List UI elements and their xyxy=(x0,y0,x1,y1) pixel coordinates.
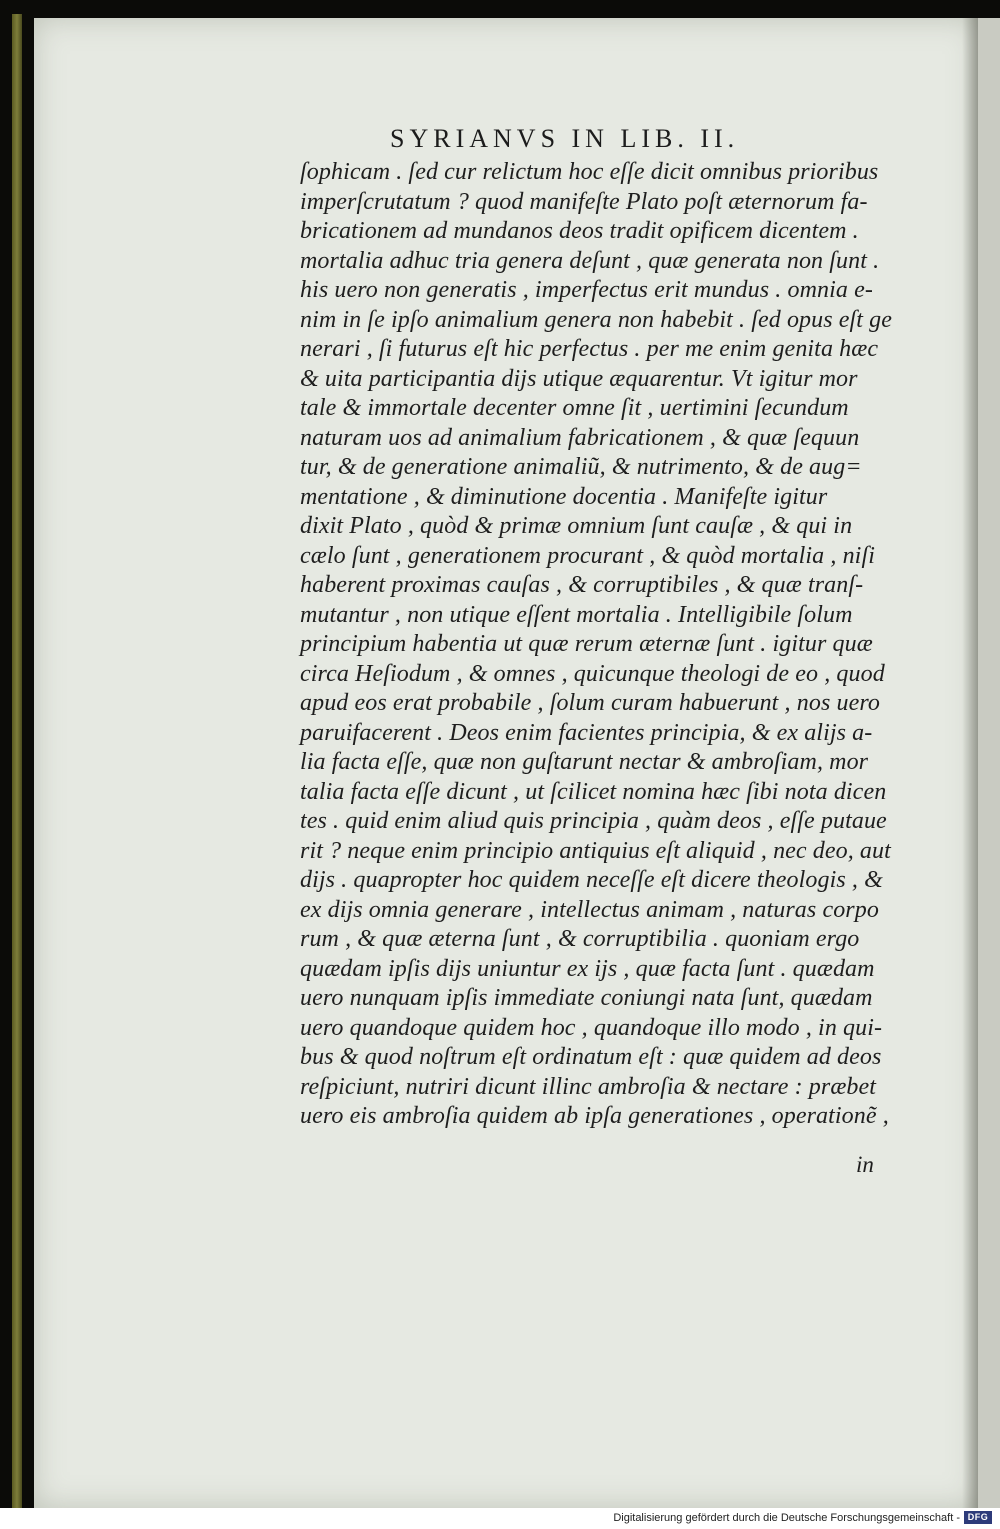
text-line: haberent proximas cauſas , & corruptibiles , & quæ tranſ- xyxy=(300,572,864,598)
text-line: naturam uos ad animalium fabricationem , & quæ ſequun xyxy=(300,424,860,451)
catchword: in xyxy=(856,1152,874,1177)
text-line: ex dijs omnia generare , intellectus animam , naturas corpo xyxy=(300,896,879,923)
text-line: rit ? neque enim principio antiquius eſt aliquid , nec deo, aut xyxy=(300,837,891,864)
text-line: lia facta eſſe, quæ non guſtarunt nectar & ambroſiam, mor xyxy=(300,749,869,775)
text-line: bus & quod noſtrum eſt ordinatum eſt : quæ quidem ad deos xyxy=(300,1044,882,1070)
text-line: tale & immortale decenter omne ſit , uertimini ſecundum xyxy=(300,395,849,421)
text-line: principium habentia ut quæ rerum æternæ ſunt . igitur quæ xyxy=(300,631,873,657)
text-line: imperſcrutatum ? quod manifeſte Plato poſt æternorum fa- xyxy=(300,188,868,215)
text-line: bricationem ad mundanos deos tradit opificem dicentem . xyxy=(300,218,859,244)
body-text xyxy=(300,158,900,1132)
text-line: reſpiciunt, nutriri dicunt illinc ambroſia & nectare : præbet xyxy=(300,1073,877,1100)
adjacent-leaf-edge xyxy=(978,18,1000,1508)
page-edge-shadow xyxy=(962,18,978,1508)
text-line: dixit Plato , quòd & primæ omnium ſunt cauſæ , & qui in xyxy=(300,513,853,539)
running-head: SYRIANVS IN LIB. II. xyxy=(390,124,740,153)
binding-strip xyxy=(12,14,22,1508)
text-line: & uita participantia dijs utique æquarentur. Vt igitur mor xyxy=(300,365,858,392)
text-line: cælo ſunt , generationem procurant , & quòd mortalia , niſi xyxy=(300,542,875,569)
text-line: paruifacerent . Deos enim facientes principia, & ex alijs a- xyxy=(300,719,873,746)
text-line: circa Heſiodum , & omnes , quicunque theologi de eo , quod xyxy=(300,660,885,687)
text-line: mutantur , non utique eſſent mortalia . Intelligibile ſolum xyxy=(300,601,853,628)
text-line: dijs . quapropter hoc quidem neceſſe eſt dicere theologis , & xyxy=(300,867,883,893)
footer-credit: Digitalisierung gefördert durch die Deutsche Forschungsgemeinschaft - xyxy=(613,1512,960,1524)
dfg-logo[interactable]: DFG xyxy=(964,1511,992,1524)
text-line: tes . quid enim aliud quis principia , quàm deos , eſſe putaue xyxy=(300,808,887,834)
text-line: nerari , ſi futurus eſt hic perfectus . per me enim genita hæc xyxy=(300,336,879,362)
text-line: quædam ipſis dijs uniuntur ex ijs , quæ facta ſunt . quædam xyxy=(300,955,875,982)
text-line: uero eis ambroſia quidem ab ipſa generationes , operationẽ , xyxy=(300,1103,889,1129)
text-line: rum , & quæ æterna ſunt , & corruptibilia . quoniam ergo xyxy=(300,926,860,952)
text-line: mentatione , & diminutione docentia . Manifeſte igitur xyxy=(300,483,828,510)
text-line: his uero non generatis , imperfectus erit mundus . omnia e- xyxy=(300,277,873,303)
text-line: apud eos erat probabile , ſolum curam habuerunt , nos uero xyxy=(300,690,880,716)
text-line: nim in ſe ipſo animalium genera non habebit . ſed opus eſt ge xyxy=(300,306,893,333)
text-line: uero nunquam ipſis immediate coniungi nata ſunt, quædam xyxy=(300,985,873,1011)
text-line: mortalia adhuc tria genera deſunt , quæ generata non ſunt . xyxy=(300,247,880,274)
text-line: tur, & de generatione animaliũ, & nutrimento, & de aug= xyxy=(300,454,862,480)
text-line: ſophicam . ſed cur relictum hoc eſſe dicit omnibus prioribus xyxy=(300,159,879,185)
text-line: talia facta eſſe dicunt , ut ſcilicet nomina hæc ſibi nota dicen xyxy=(300,778,887,805)
text-line: uero quandoque quidem hoc , quandoque illo modo , in qui- xyxy=(300,1014,883,1041)
